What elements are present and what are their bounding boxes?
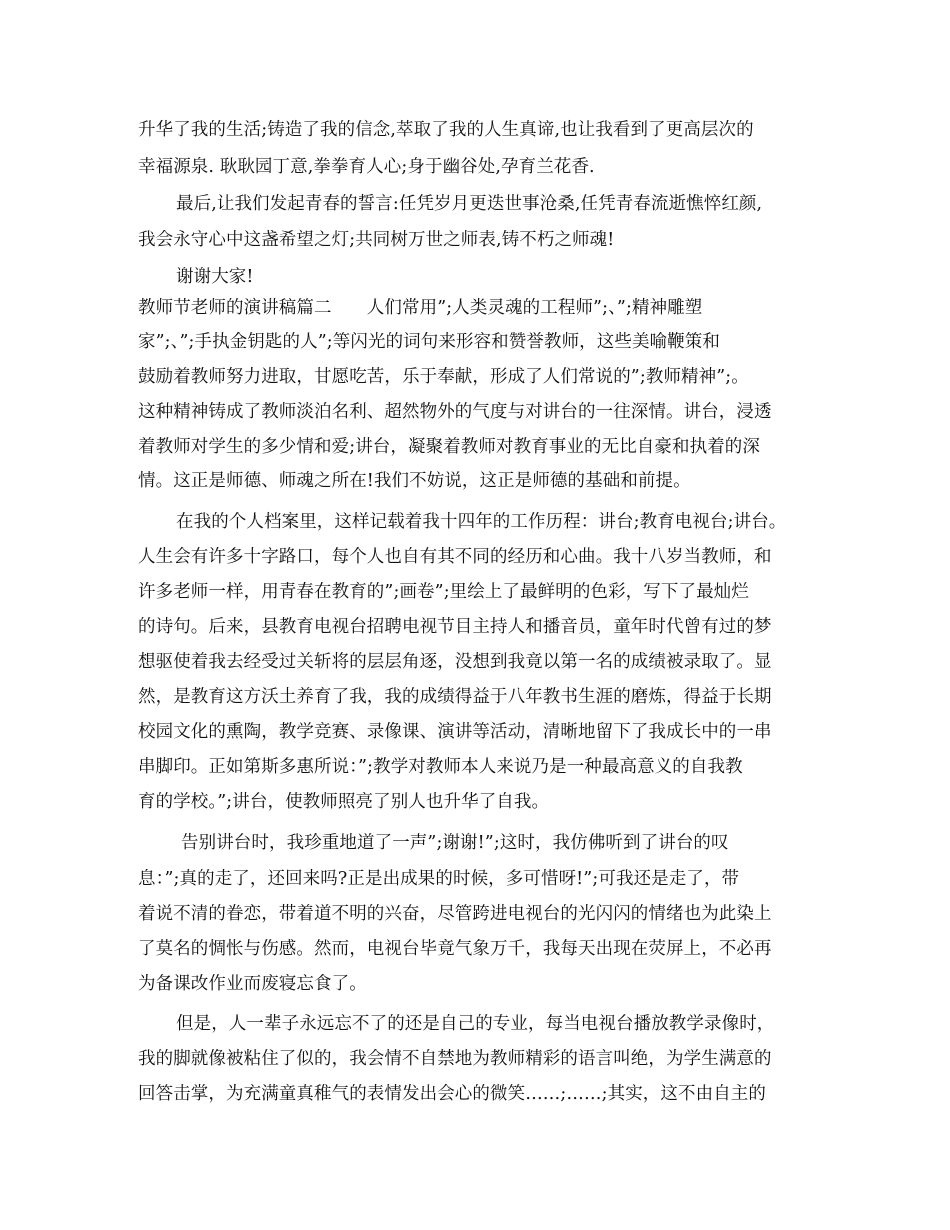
text-line: 着教师对学生的多少情和爱;讲台，凝聚着教师对教育事业的无比自豪和执着的深: [138, 437, 760, 457]
section-heading-line: 教师节老师的演讲稿篇二 人们常用”;人类灵魂的工程师”;、”;精神雕塑: [138, 298, 703, 318]
text-line: 幸福源泉. 耿耿园丁意,拳拳育人心;身于幽谷处,孕育兰花香.: [138, 157, 595, 177]
text-line: 告别讲台时，我珍重地道了一声”;谢谢!”;这时，我仿佛听到了讲台的叹: [181, 833, 729, 853]
text-line: 为备课改作业而废寝忘食了。: [138, 974, 367, 994]
text-line: 谢谢大家!: [176, 267, 254, 287]
text-line: 我会永守心中这盏希望之灯;共同树万世之师表,铸不朽之师魂!: [138, 230, 615, 250]
text-line: 然，是教育这方沃土养育了我，我的成绩得益于八年教书生涯的磨炼，得益于长期: [138, 687, 772, 707]
text-line: 鼓励着教师努力进取，甘愿吃苦，乐于奉献，形成了人们常说的”;教师精神”;。: [138, 367, 749, 387]
text-line: 想驱使着我去经受过关斩将的层层角逐，没想到我竟以第一名的成绩被录取了。显: [138, 652, 772, 672]
text-line: 人生会有许多十字路口，每个人也自有其不同的经历和心曲。我十八岁当教师，和: [138, 547, 772, 567]
text-line: 回答击掌，为充满童真稚气的表情发出会心的微笑……;……;其实，这不由自主的: [138, 1084, 766, 1104]
text-line: 我的脚就像被粘住了似的，我会情不自禁地为教师精彩的语言叫绝，为学生满意的: [138, 1049, 772, 1069]
text-line: 情。这正是师德、师魂之所在!我们不妨说，这正是师德的基础和前提。: [138, 471, 691, 491]
text-line: 许多老师一样，用青春在教育的”;画卷”;里绘上了最鲜明的色彩，写下了最灿烂: [138, 582, 749, 602]
text-line: 在我的个人档案里，这样记载着我十四年的工作历程：讲台;教育电视台;讲台。: [176, 512, 787, 532]
text-line: 家”;、”;手执金钥匙的人”;等闪光的词句来形容和赞誉教师，这些美喻鞭策和: [138, 332, 720, 352]
text-line: 校园文化的熏陶，教学竞赛、录像课、演讲等活动，清晰地留下了我成长中的一串: [138, 722, 772, 742]
text-line: 但是，人一辈子永远忘不了的还是自己的专业，每当电视台播放教学录像时，: [176, 1014, 775, 1034]
text-line: 息：”;真的走了，还回来吗?正是出成果的时候，多可惜呀!”;可我还是走了，带: [138, 869, 740, 889]
text-line: 了莫名的惆怅与伤感。然而，电视台毕竟气象万千，我每天出现在荧屏上，不必再: [138, 939, 772, 959]
text-line: 着说不清的眷恋，带着道不明的兴奋，尽管跨进电视台的光闪闪的情绪也为此染上: [138, 904, 772, 924]
text-line: 育的学校。”;讲台，使教师照亮了别人也升华了自我。: [138, 792, 550, 812]
text-line: 升华了我的生活;铸造了我的信念,萃取了我的人生真谛,也让我看到了更高层次的: [138, 120, 754, 140]
text-line: 的诗句。后来，县教育电视台招聘电视节目主持人和播音员，童年时代曾有过的梦: [138, 617, 772, 637]
text-line: 最后,让我们发起青春的誓言:任凭岁月更迭世事沧桑,任凭青春流逝憔悴红颜,: [176, 194, 763, 214]
text-line: 串脚印。正如第斯多惠所说：”;教学对教师本人来说乃是一种最高意义的自我教: [138, 757, 743, 777]
text-line: 这种精神铸成了教师淡泊名利、超然物外的气度与对讲台的一往深情。讲台，浸透: [138, 402, 772, 422]
